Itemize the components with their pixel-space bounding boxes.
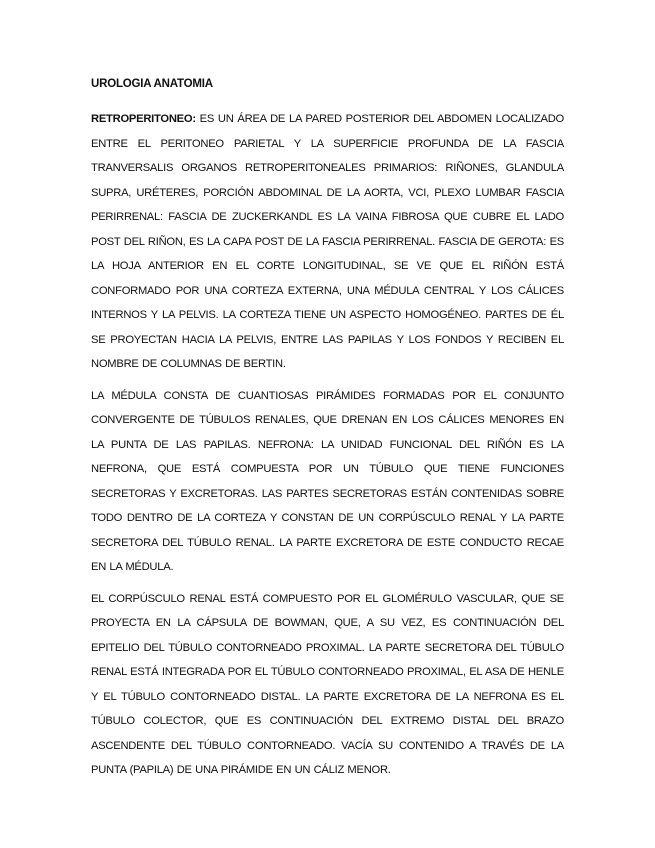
document-title: UROLOGIA ANATOMIA [91,78,213,90]
paragraph-text: EL CORPÚSCULO RENAL ESTÁ COMPUESTO POR EL GLOMÉRULO VASCULAR, QUE SE PROYECTA EN LA CÁPSULA DE BOWMAN, QUE, A SU VEZ, ES CONTINUACIÓN DEL EPITELIO DEL TÚBULO CONTORNEADO PROXIMAL. LA PARTE SECRETORA DEL TÚBULO RENAL ESTÁ INTEGRADA POR EL TÚBULO CONTORNEADO PROXIMAL, EL ASA DE HENLE Y EL TÚBULO CONTORNEADO DISTAL. LA PARTE EXCRETORA DE LA NEFRONA ES EL TÚBULO COLECTOR, QUE ES CONTINUACIÓN DEL EXTREMO DISTAL DEL BRAZO ASCENDENTE DEL TÚBULO CONTORNEADO. VACÍA SU CONTENIDO A TRAVÉS DE LA PUNTA (PAPILA) DE UNA PIRÁMIDE EN UN CÁLIZ MENOR. [91,592,564,776]
paragraph-retroperitoneo [91,107,564,377]
document-page [91,76,564,783]
paragraph-text: LA MÉDULA CONSTA DE CUANTIOSAS PIRÁMIDES FORMADAS POR EL CONJUNTO CONVERGENTE DE TÚBULOS RENALES, QUE DRENAN EN LOS CÁLICES MENORES EN LA PUNTA DE LAS PAPILAS. NEFRONA: LA UNIDAD FUNCIONAL DEL RIÑÓN ES LA NEFRONA, QUE ESTÁ COMPUESTA POR UN TÚBULO QUE TIENE FUNCIONES SECRETORAS Y EXCRETORAS. LAS PARTES SECRETORAS ESTÁN CONTENIDAS SOBRE TODO DENTRO DE LA CORTEZA Y CONSTAN DE UN CORPÚSCULO RENAL Y LA PARTE SECRETORA DEL TÚBULO RENAL. LA PARTE EXCRETORA DE ESTE CONDUCTO RECAE EN LA MÉDULA. [91,389,564,573]
paragraph-medula [91,384,564,580]
term-retroperitoneo: RETROPERITONEO: [91,113,196,125]
paragraph-text: ES UN ÁREA DE LA PARED POSTERIOR DEL ABDOMEN LOCALIZADO ENTRE EL PERITONEO PARIETAL Y LA SUPERFICIE PROFUNDA DE LA FASCIA TRANVERSALIS ORGANOS RETROPERITONEALES PRIMARIOS: RIÑONES, GLANDULA SUPRA, URÉTERES, PORCIÓN ABDOMINAL DE LA AORTA, VCI, PLEXO LUMBAR FASCIA PERIRRENAL: FASCIA DE ZUCKERKANDL ES LA VAINA FIBROSA QUE CUBRE EL LADO POST DEL RIÑON, ES LA CAPA POST DE LA FASCIA PERIRRENAL. FASCIA DE GEROTA: ES LA HOJA ANTERIOR EN EL CORTE LONGITUDINAL, SE VE QUE EL RIÑÓN ESTÁ CONFORMADO POR UNA CORTEZA EXTERNA, UNA MÉDULA CENTRAL Y LOS CÁLICES INTERNOS Y LA PELVIS. LA CORTEZA TIENE UN ASPECTO HOMOGÉNEO. PARTES DE ÉL SE PROYECTAN HACIA LA PELVIS, ENTRE LAS PAPILAS Y LOS FONDOS Y RECIBEN EL NOMBRE DE COLUMNAS DE BERTIN. [91,113,564,370]
paragraph-corpusculo-renal [91,587,564,783]
